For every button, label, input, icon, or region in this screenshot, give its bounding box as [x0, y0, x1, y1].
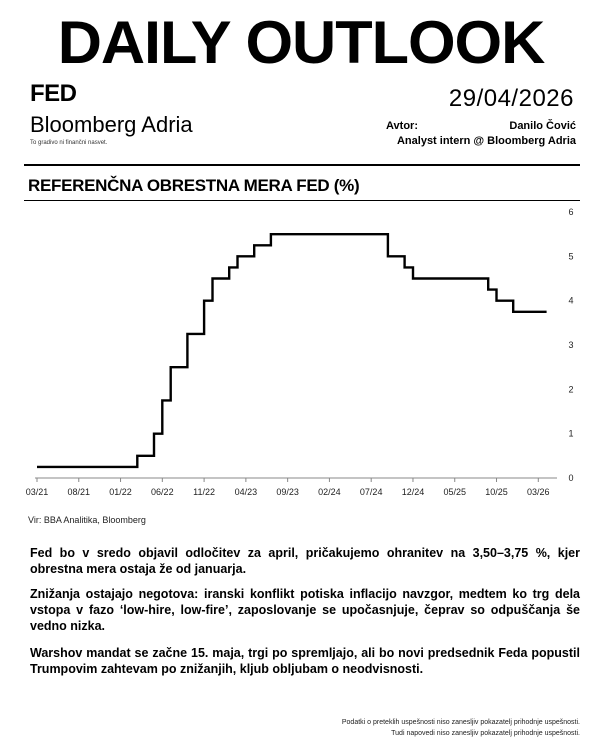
x-tick-label-12: 03/26: [527, 487, 550, 497]
y-tick-label-6: 6: [568, 207, 574, 217]
y-tick-label-2: 2: [568, 384, 574, 395]
x-tick-label-11: 10/25: [485, 487, 508, 497]
report-date: 29/04/2026: [448, 85, 574, 112]
y-tick-label-4: 4: [568, 295, 574, 306]
author-name: Danilo Čović: [509, 120, 576, 132]
paragraph-3: Warshov mandat se začne 15. maja, trgi po spremljajo, ali bo novi predsednik Feda popustil Trumpovim zahtevam po znižanjih, kljub obljubam o neodvisnosti.: [30, 646, 580, 676]
paragraph-2: Znižanja ostajajo negotova: iranski konflikt potiska inflacijo navzgor, medtem ko trg dela vstopa v fazo ‘low-hire, low-fire’, zaposlovanje se upočasnjuje, čeprav so odpuščanja še vedno nizka.: [30, 587, 580, 633]
x-tick-label-7: 02/24: [318, 487, 341, 497]
disclaimer-line-1: Podatki o preteklih uspešnosti niso zanesljiv pokazatelj prihodnje uspešnosti.: [341, 719, 580, 726]
x-tick-label-5: 04/23: [234, 487, 258, 497]
chart-title: REFERENČNA OBRESTNA MERA FED (%): [28, 176, 360, 195]
series-line-0: [37, 234, 547, 467]
x-tick-label-0: 03/21: [25, 487, 49, 497]
y-tick-label-3: 3: [568, 340, 574, 350]
x-tick-label-6: 09/23: [276, 487, 299, 497]
author-label: Avtor:: [386, 120, 418, 132]
brand-logo: Bloomberg Adria: [30, 112, 193, 137]
brand-note: To gradivo ni finančni nasvet.: [30, 140, 108, 146]
x-tick-label-9: 12/24: [401, 487, 425, 497]
y-tick-label-0: 0: [568, 473, 574, 483]
x-tick-label-1: 08/21: [67, 487, 91, 497]
paragraph-1: Fed bo v sredo objavil odločitev za april, pričakujemo ohranitev na 3,50–3,75 %, kjer obrestna mera ostaja že od januarja.: [30, 546, 580, 576]
header-divider: [24, 164, 580, 166]
topic-label: FED: [30, 80, 77, 107]
disclaimer-line-2: Tudi napovedi niso zanesljiv pokazatelj prihodnje uspešnosti.: [391, 730, 580, 737]
author-role: Analyst intern @ Bloomberg Adria: [396, 135, 576, 147]
masthead: DAILY OUTLOOK: [57, 9, 545, 76]
y-tick-label-5: 5: [568, 251, 574, 262]
x-tick-label-2: 01/22: [109, 487, 132, 497]
fed-rate-chart: [0, 200, 600, 510]
y-tick-label-1: 1: [568, 428, 574, 439]
x-tick-label-8: 07/24: [359, 487, 383, 497]
x-tick-label-10: 05/25: [443, 487, 467, 497]
x-tick-label-4: 11/22: [193, 487, 216, 497]
x-tick-label-3: 06/22: [151, 487, 174, 497]
chart-source: Vir: BBA Analitika, Bloomberg: [28, 515, 146, 525]
